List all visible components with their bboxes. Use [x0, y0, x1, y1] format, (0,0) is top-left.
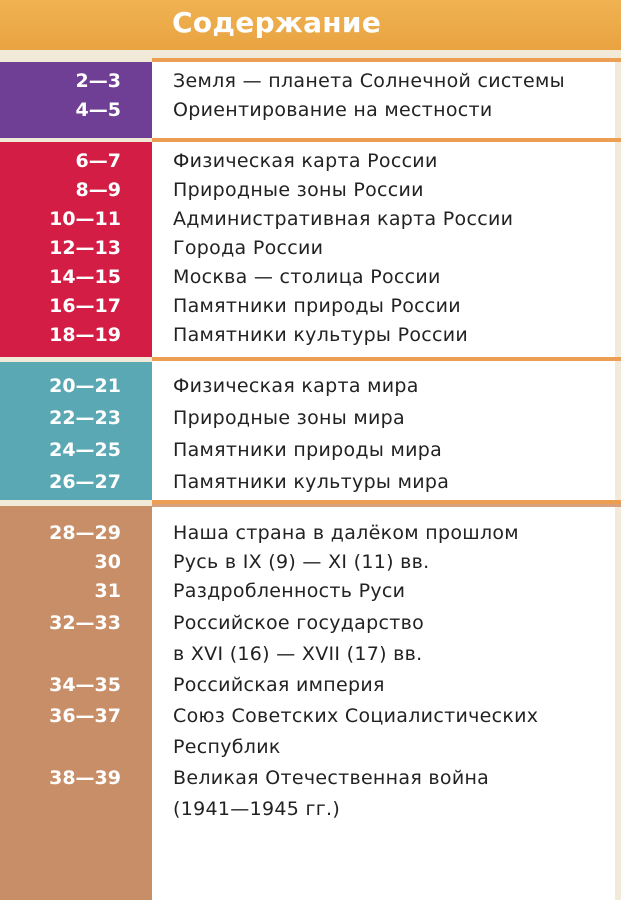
header-bar: [0, 0, 621, 50]
section-divider: [152, 58, 621, 62]
toc-entry-title[interactable]: Раздробленность Руси: [173, 580, 406, 602]
toc-entry-title[interactable]: Великая Отечественная война: [173, 767, 490, 789]
section-band-4: [0, 506, 152, 900]
toc-entry-title[interactable]: Памятники культуры мира: [173, 471, 450, 493]
toc-entry-title[interactable]: Русь в IX (9) — XI (11) вв.: [173, 551, 430, 573]
toc-page-number: 10—11: [49, 208, 121, 230]
toc-page-number: 16—17: [49, 295, 121, 317]
toc-entry-title[interactable]: Природные зоны России: [173, 179, 424, 201]
toc-entry-title[interactable]: Административная карта России: [173, 208, 514, 230]
toc-page-number: 14—15: [49, 266, 121, 288]
toc-page-number: 18—19: [49, 324, 121, 346]
toc-entry-title-continuation[interactable]: Республик: [173, 736, 281, 758]
toc-page-number: 2—3: [75, 70, 121, 92]
toc-entry-title-continuation[interactable]: в XVI (16) — XVII (17) вв.: [173, 643, 423, 665]
toc-page-number: 38—39: [49, 767, 121, 789]
section-divider: [152, 357, 621, 361]
toc-page-number: 4—5: [75, 99, 121, 121]
toc-entry-title[interactable]: Памятники культуры России: [173, 324, 469, 346]
toc-entry-title[interactable]: Наша страна в далёком прошлом: [173, 522, 519, 544]
toc-entry-title[interactable]: Физическая карта мира: [173, 375, 419, 397]
toc-page-number: 30: [94, 551, 121, 573]
toc-page-number: 32—33: [49, 612, 121, 634]
toc-page-number: 28—29: [49, 522, 121, 544]
section-divider: [152, 138, 621, 142]
toc-entry-title[interactable]: Города России: [173, 237, 324, 259]
toc-entry-title[interactable]: Физическая карта России: [173, 150, 438, 172]
toc-entry-title[interactable]: Российское государство: [173, 612, 425, 634]
toc-page-number: 12—13: [49, 237, 121, 259]
toc-page-number: 36—37: [49, 705, 121, 727]
toc-entry-title[interactable]: Ориентирование на местности: [173, 99, 493, 121]
toc-entry-title[interactable]: Природные зоны мира: [173, 407, 405, 429]
section-divider: [152, 504, 621, 507]
toc-entry-title[interactable]: Москва — столица России: [173, 266, 441, 288]
toc-page-number: 20—21: [49, 375, 121, 397]
toc-entry-title-continuation[interactable]: (1941—1945 гг.): [173, 798, 341, 820]
page-title: Содержание: [172, 6, 382, 39]
toc-entry-title[interactable]: Земля — планета Солнечной системы: [173, 70, 565, 92]
toc-page-number: 24—25: [49, 439, 121, 461]
toc-page-number: 8—9: [75, 179, 121, 201]
toc-page-number: 34—35: [49, 674, 121, 696]
toc-page-number: 26—27: [49, 471, 121, 493]
toc-entry-title[interactable]: Памятники природы мира: [173, 439, 443, 461]
toc-page-number: 22—23: [49, 407, 121, 429]
toc-entry-title[interactable]: Памятники природы России: [173, 295, 461, 317]
toc-page-number: 31: [94, 580, 121, 602]
toc-entry-title[interactable]: Союз Советских Социалистических: [173, 705, 539, 727]
toc-page-number: 6—7: [75, 150, 121, 172]
toc-entry-title[interactable]: Российская империя: [173, 674, 385, 696]
